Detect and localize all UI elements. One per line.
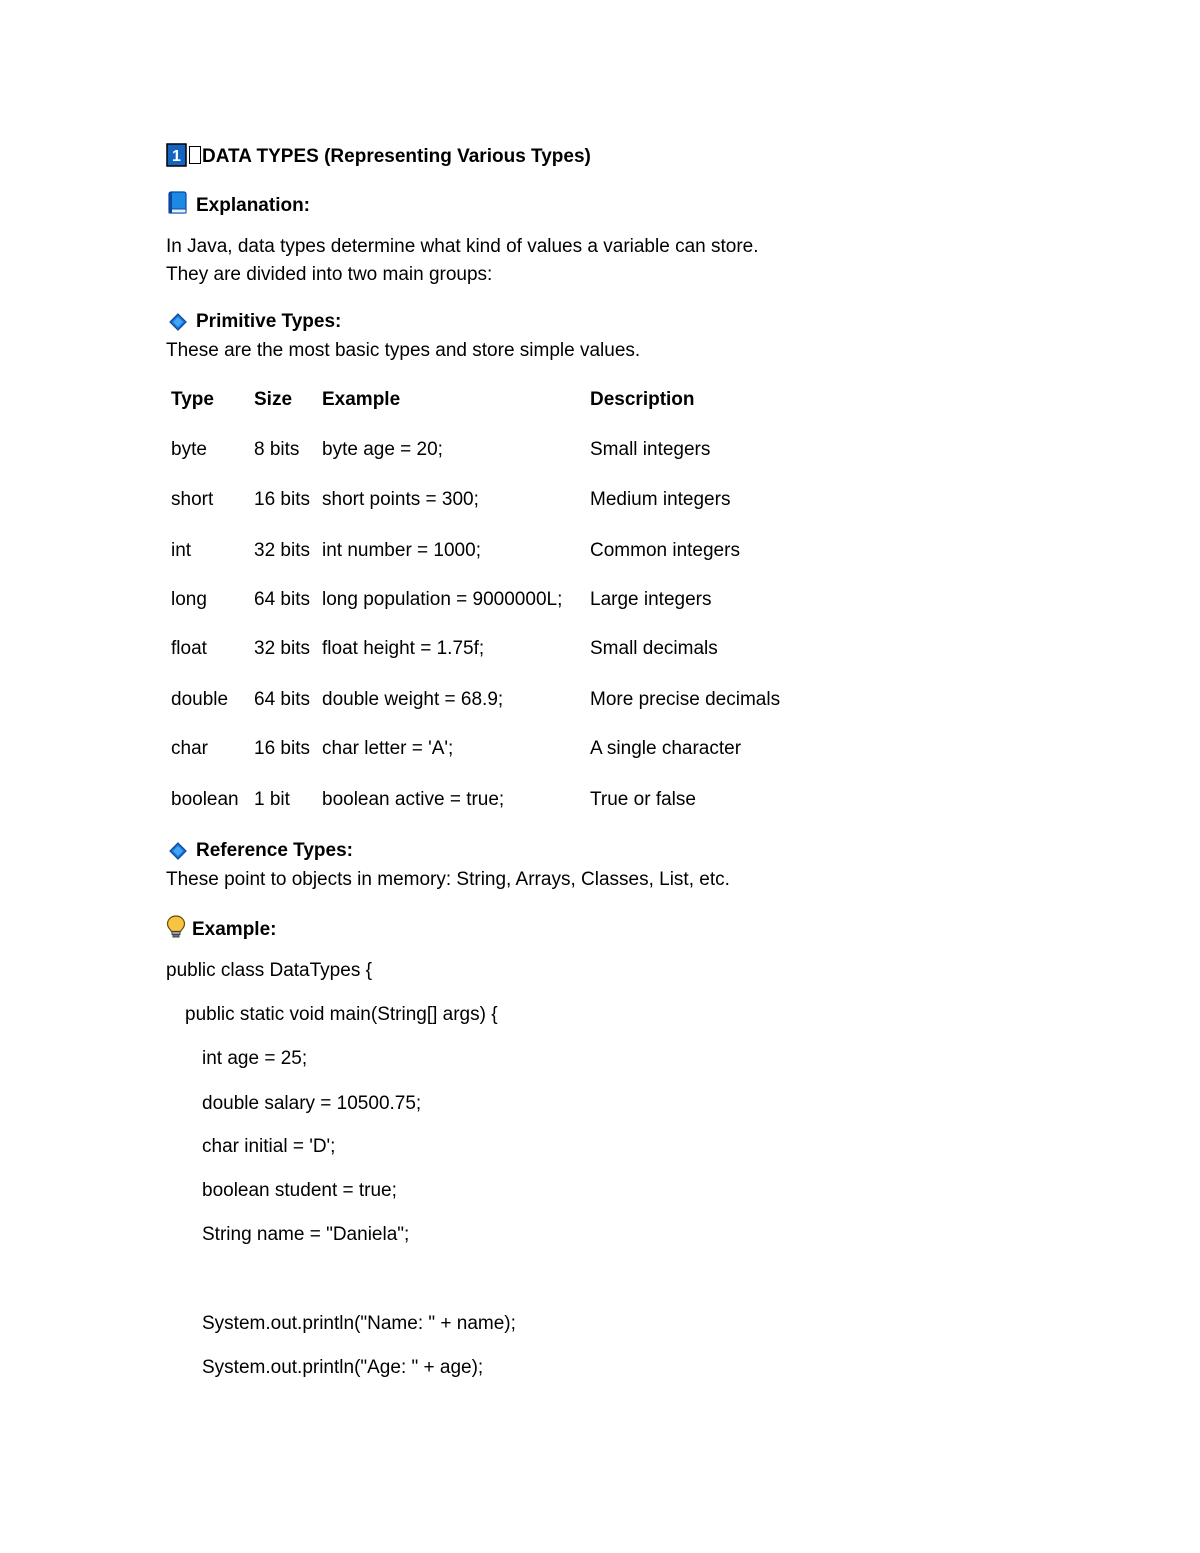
cell-size: 32 bits: [254, 540, 310, 561]
cell-size: 32 bits: [254, 638, 310, 659]
cell-example: float height = 1.75f;: [322, 638, 485, 659]
section-title-text: DATA TYPES (Representing Various Types): [202, 146, 591, 167]
reference-heading-text: Reference Types:: [196, 840, 353, 861]
cell-size: 8 bits: [254, 439, 300, 460]
example-heading-text: Example:: [192, 919, 277, 940]
blue-book-icon: [166, 191, 188, 222]
cell-size: 1 bit: [254, 789, 290, 810]
reference-heading: [166, 839, 353, 867]
cell-example: byte age = 20;: [322, 439, 443, 460]
primitive-description: These are the most basic types and store simple values.: [166, 340, 641, 361]
cell-description: Medium integers: [590, 489, 731, 510]
code-line: public static void main(String[] args) {: [185, 1004, 498, 1025]
blue-diamond-icon: [169, 842, 187, 867]
code-line: System.out.println("Name: " + name);: [202, 1313, 516, 1334]
code-line: char initial = 'D';: [202, 1136, 336, 1157]
header-example: Example: [322, 389, 401, 410]
cell-description: More precise decimals: [590, 689, 781, 710]
cell-description: Large integers: [590, 589, 712, 610]
section-title: [166, 143, 591, 169]
box-glyph: [189, 146, 201, 164]
cell-type: long: [171, 589, 207, 610]
cell-type: boolean: [171, 789, 239, 810]
cell-size: 16 bits: [254, 738, 310, 759]
svg-text:1: 1: [172, 148, 181, 165]
header-type: Type: [171, 389, 214, 410]
cell-type: float: [171, 638, 207, 659]
cell-description: Small decimals: [590, 638, 718, 659]
cell-type: char: [171, 738, 208, 759]
cell-example: boolean active = true;: [322, 789, 505, 810]
keycap-one-icon: [166, 143, 188, 167]
primitive-heading: [166, 310, 341, 338]
cell-description: Common integers: [590, 540, 740, 561]
code-line: boolean student = true;: [202, 1180, 397, 1201]
light-bulb-icon: [166, 915, 186, 946]
cell-example: char letter = 'A';: [322, 738, 454, 759]
code-line: public class DataTypes {: [166, 960, 372, 981]
cell-type: double: [171, 689, 229, 710]
header-description: Description: [590, 389, 695, 410]
code-line: String name = "Daniela";: [202, 1224, 410, 1245]
code-line: double salary = 10500.75;: [202, 1093, 422, 1114]
cell-type: int: [171, 540, 192, 561]
cell-size: 64 bits: [254, 689, 310, 710]
blue-diamond-icon: [169, 313, 187, 338]
cell-example: long population = 9000000L;: [322, 589, 563, 610]
code-line: int age = 25;: [202, 1048, 308, 1069]
header-size: Size: [254, 389, 293, 410]
reference-description: These point to objects in memory: String, Arrays, Classes, List, etc.: [166, 869, 730, 890]
cell-description: A single character: [590, 738, 742, 759]
explanation-line-2: They are divided into two main groups:: [166, 264, 493, 285]
explanation-heading: [166, 191, 310, 222]
cell-type: short: [171, 489, 214, 510]
cell-size: 16 bits: [254, 489, 310, 510]
example-heading: [166, 915, 276, 946]
cell-example: short points = 300;: [322, 489, 479, 510]
explanation-line-1: In Java, data types determine what kind of values a variable can store.: [166, 236, 759, 257]
primitive-heading-text: Primitive Types:: [196, 311, 342, 332]
cell-size: 64 bits: [254, 589, 310, 610]
cell-description: True or false: [590, 789, 696, 810]
cell-example: double weight = 68.9;: [322, 689, 504, 710]
cell-description: Small integers: [590, 439, 711, 460]
code-line: System.out.println("Age: " + age);: [202, 1357, 484, 1378]
cell-type: byte: [171, 439, 207, 460]
cell-example: int number = 1000;: [322, 540, 481, 561]
explanation-heading-text: Explanation:: [196, 195, 311, 216]
